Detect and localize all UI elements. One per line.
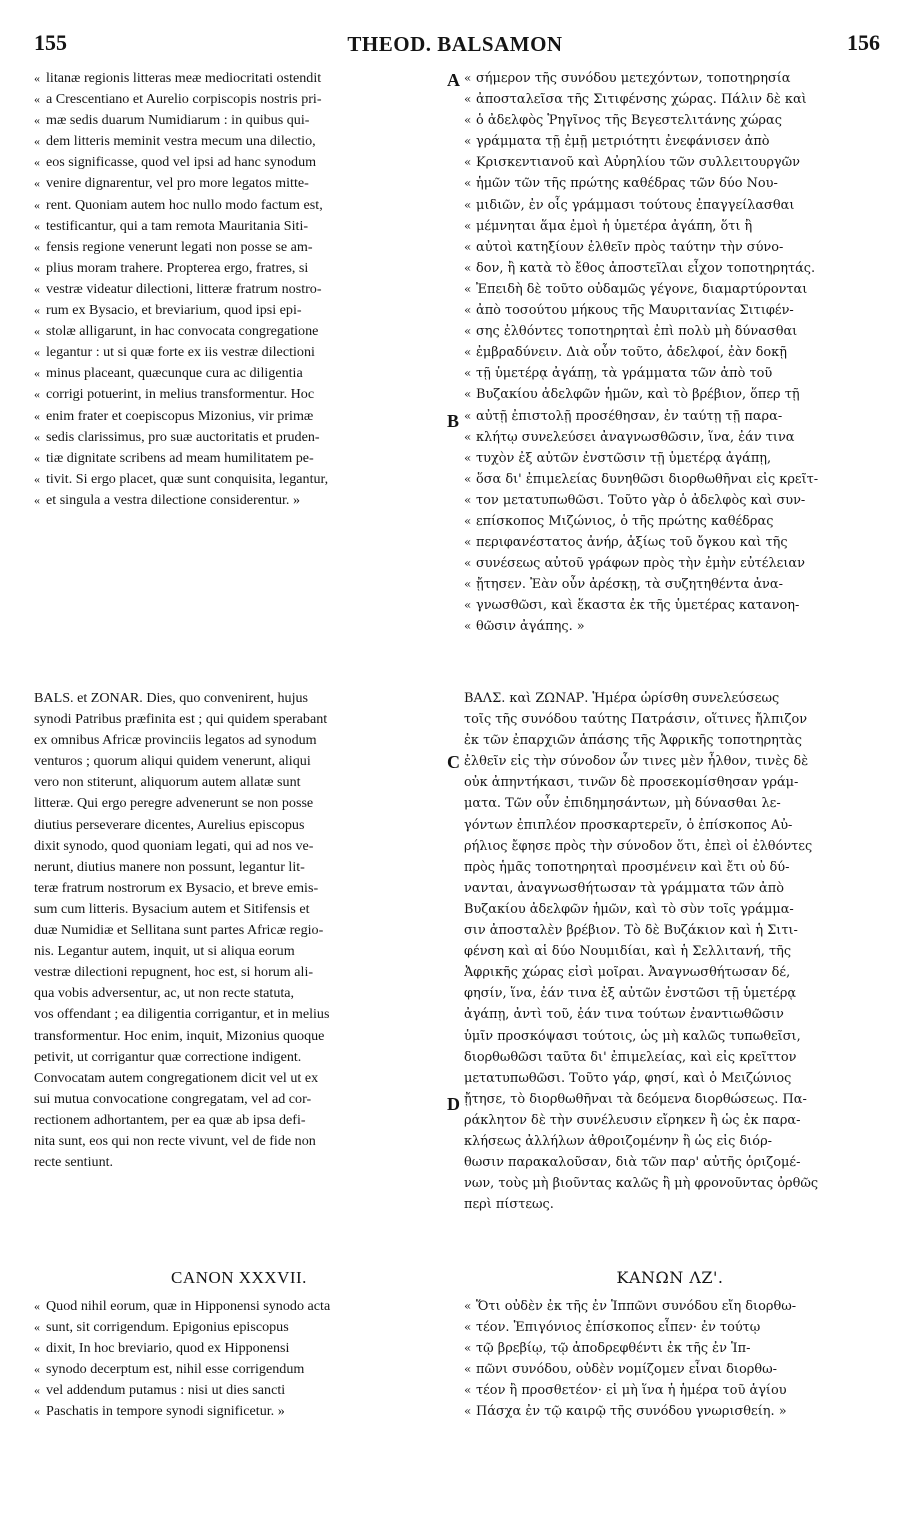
latin-commentary-block: [34, 688, 444, 1173]
running-header: [30, 30, 880, 58]
text-line: « et singula a vestra dilectione considerentur. »: [34, 490, 444, 511]
text-line: ματα. Τῶν οὖν ἐπιδημησάντων, μὴ δύνασθαι λε-: [464, 796, 781, 812]
text-line: « Βυζακίου ἀδελφῶν ἡμῶν, καὶ τὸ βρέβιον, ὅπερ τῇ: [464, 384, 876, 405]
margin-marker-c: C: [447, 752, 460, 772]
text-line: θωσιν παρακαλοῦσαν, διὰ τῶν παρ' αὐτῆς ὁριζομέ-: [464, 1155, 801, 1171]
text-line: « ἐμβραδύνειν. Διὰ οὖν τοῦτο, ἀδελφοί, ἐὰν δοκῇ: [464, 342, 876, 363]
page-number-left: 155: [34, 30, 67, 55]
text-line: « Κρισκεντιανοῦ καὶ Αὐρηλίου τῶν συλλειτουργῶν: [464, 152, 876, 173]
text-line: « stolæ alligarunt, in hac convocata congregatione: [34, 321, 444, 342]
margin-marker-b: B: [447, 411, 460, 431]
margin-marker-a: A: [447, 70, 460, 90]
text-line: « dem litteris meminit vestra mecum una dilectio,: [34, 131, 444, 152]
greek-text-block-1: [464, 68, 876, 638]
text-line: « Paschatis in tempore synodi significetur. »: [34, 1401, 444, 1422]
text-line: nita sunt, eos qui non recte vivunt, vel de fide non: [34, 1132, 316, 1149]
text-line: « σης ἐλθόντες τοποτηρηταὶ ἐπὶ πολὺ μὴ δύνασθαι: [464, 321, 876, 342]
text-line: « ὁ ἀδελφὸς Ῥηγῖνος τῆς Βεγεστελιτάνης χώρας: [464, 110, 876, 131]
text-line: ex omnibus Africæ provinciis legatos ad synodum: [34, 732, 317, 749]
text-line: ρήλιος ἔφησε πρὸς τὴν σύνοδον ὅτι, ἐπεὶ οἱ ἐλθόντες: [464, 838, 813, 854]
text-line: « eos significasse, quod vel ipsi ad hanc synodum: [34, 152, 444, 173]
text-line: sum cum litteris. Bysacium autem et Sitifensis et: [34, 900, 310, 917]
text-line: ἀγάπῃ, ἀντὶ τοῦ, ἐάν τινα τούτων ἐναντιωθῶσιν: [464, 1007, 784, 1023]
text-line: « vel addendum putamus : nisi ut dies sancti: [34, 1380, 444, 1401]
text-line: « tivit. Si ergo placet, quæ sunt conquisita, legantur,: [34, 469, 444, 490]
text-line: μετατυπωθῶσι. Τοῦτο γάρ, φησί, καὶ ὁ Μειζώνιος: [464, 1070, 792, 1086]
text-line: « Πάσχα ἐν τῷ καιρῷ τῆς συνόδου γνωρισθείη. »: [464, 1401, 876, 1422]
text-line: « γνωσθῶσι, καὶ ἕκαστα ἐκ τῆς ὑμετέρας κατανοη-: [464, 595, 876, 616]
text-line: dixit synodo, quod quoniam legati, qui ad nos ve-: [34, 837, 314, 854]
text-line: « σήμερον τῆς συνόδου μετεχόντων, τοποτηρησία: [464, 68, 876, 89]
text-line: rectionem adhortantem, per ea quæ ab ipsa defi-: [34, 1111, 306, 1128]
text-line: « περιφανέστατος ἀνήρ, ἀξίως τοῦ ὄγκου καὶ τῆς: [464, 532, 876, 553]
text-line: φησίν, ἵνα, ἐάν τινα ἐξ αὐτῶν ἐνστῶσι τῇ ὑμετέρᾳ: [464, 986, 797, 1002]
text-line: « μιδιῶν, ἐν οἷς γράμμασι τούτους ἐπαγγείλασθαι: [464, 195, 876, 216]
text-line: « ὅσα δι' ἐπιμελείας δυνηθῶσι διορθωθῆναι εἰς κρεῖτ-: [464, 469, 876, 490]
canon-text-greek: [464, 1296, 876, 1423]
text-line: « fensis regione venerunt legati non posse se am-: [34, 237, 444, 258]
text-line: φένση καὶ αἱ δύο Νουμιδίαι, καὶ ἡ Σελλιτανή, τῆς: [464, 944, 792, 960]
text-line: τοῖς τῆς συνόδου ταύτης Πατράσιν, οἵτινες ἤλπιζον: [464, 712, 808, 728]
text-line: νων, τοὺς μὴ βιοῦντας καλῶς ἢ μὴ φρονοῦντας ὀρθῶς: [464, 1176, 819, 1192]
canon-title-greek: ΚΑΝΩΝ ΛΖ'.: [616, 1268, 724, 1287]
text-line: ὑμῖν προσκόψασι τούτοις, ὡς μὴ καλῶς τυπωθεῖσι,: [464, 1028, 801, 1044]
text-line: « venire dignarentur, vel pro more legatos mitte-: [34, 173, 444, 194]
greek-commentary-block: [464, 688, 876, 1215]
text-line: « a Crescentiano et Aurelio corpiscopis nostris pri-: [34, 89, 444, 110]
text-line: σιν ἀποσταλὲν βρέβιον. Τὸ δὲ Βυζάκιον καὶ ἡ Σιτι-: [464, 923, 798, 939]
text-line: « συνέσεως αὐτοῦ γράφων πρὸς τὴν ἐμὴν εὐτέλειαν: [464, 553, 876, 574]
text-line: petivit, ut corrigantur quæ correctione indigent.: [34, 1048, 302, 1065]
text-line: BALS. et ZONAR. Dies, quo convenirent, hujus: [34, 690, 309, 706]
text-line: « plius moram trahere. Propterea ergo, fratres, si: [34, 258, 444, 279]
text-line: « τυχὸν ἐξ αὐτῶν ἐνστῶσιν τῇ ὑμετέρᾳ ἀγάπῃ,: [464, 448, 876, 469]
page-number-right: 156: [847, 30, 880, 55]
text-line: « dixit, In hoc breviario, quod ex Hipponensi: [34, 1338, 444, 1359]
text-line: vestræ dilectioni repugnent, hoc est, si horum ali-: [34, 964, 314, 981]
text-line: « θῶσιν ἀγάπης. »: [464, 616, 876, 637]
text-line: « Ὅτι οὐδὲν ἐκ τῆς ἐν Ἱππῶνι συνόδου εἴη διορθω-: [464, 1296, 876, 1317]
text-line: qua vobis adversentur, ac, ut non recte statuta,: [34, 985, 295, 1002]
text-line: Ἀφρικῆς χώρας εἰσὶ μοῖραι. Ἀναγνωσθήτωσαν δέ,: [464, 965, 791, 981]
text-line: « δον, ἢ κατὰ τὸ ἔθος ἀποστεῖλαι εἶχον τοποτηρητάς.: [464, 258, 876, 279]
canon-text-latin: [34, 1296, 444, 1423]
text-line: « ἡμῶν τῶν τῆς πρώτης καθέδρας τῶν δύο Νου-: [464, 173, 876, 194]
text-line: « ἀποσταλεῖσα τῆς Σιτιφένσης χώρας. Πάλιν δὲ καὶ: [464, 89, 876, 110]
text-line: diutius perseverare dicentes, Aurelius episcopus: [34, 816, 305, 833]
text-line: Convocatam autem congregationem dicit vel ut ex: [34, 1069, 319, 1086]
text-line: « αὐτῇ ἐπιστολῇ προσέθησαν, ἐν ταύτῃ τῇ παρα-: [464, 406, 876, 427]
text-line: « γράμματα τῇ ἐμῇ μετριότητι ἐνεφάνισεν ἀπὸ: [464, 131, 876, 152]
text-line: « τον μετατυπωθῶσι. Τοῦτο γὰρ ὁ ἀδελφὸς καὶ συν-: [464, 490, 876, 511]
text-line: « τῷ βρεβίῳ, τῷ ἀποδρεφθέντι ἐκ τῆς ἐν Ἱπ-: [464, 1338, 876, 1359]
text-line: synodi Patribus præfinita est ; qui quidem sperabant: [34, 711, 328, 728]
text-line: venturos ; quorum aliqui quidem venerunt, aliqui: [34, 753, 311, 770]
text-line: litteræ. Qui ergo peregre advenerunt se non posse: [34, 795, 314, 812]
text-line: οὐκ ἀπηντήκασι, τινῶν δὲ προσεκομίσθησαν γράμ-: [464, 775, 799, 791]
text-line: ράκλητον δὲ τὴν συνέλευσιν εἴρηκεν ἢ ὡς ἐκ παρα-: [464, 1112, 801, 1128]
text-line: γόντων ἐπιπλέον προσκαρτερεῖν, ὁ ἐπίσκοπος Αὐ-: [464, 817, 793, 833]
text-line: « Ἐπειδὴ δὲ τοῦτο οὐδαμῶς γέγονε, διαμαρτύρονται: [464, 279, 876, 300]
text-line: « αὐτοὶ κατηξίουν ἐλθεῖν πρὸς ταύτην τὴν σύνο-: [464, 237, 876, 258]
text-line: « ᾔτησεν. Ἐὰν οὖν ἀρέσκῃ, τὰ συζητηθέντα ἀνα-: [464, 574, 876, 595]
text-line: « testificantur, qui a tam remota Mauritania Siti-: [34, 216, 444, 237]
text-line: vos offendant ; ea diligentia corrigantur, et in melius: [34, 1006, 330, 1023]
text-line: « τέον ἢ προσθετέον· εἰ μὴ ἵνα ἡ ἡμέρα τοῦ ἁγίου: [464, 1380, 876, 1401]
text-line: nerunt, diutius manere non possunt, legantur lit-: [34, 858, 305, 875]
text-line: teræ fratrum nostrorum ex Bysacio, et breve emis-: [34, 879, 319, 896]
text-line: « legantur : ut si quæ forte ex iis vestræ dilectioni: [34, 342, 444, 363]
text-line: « minus placeant, quæcunque cura ac diligentia: [34, 363, 444, 384]
text-line: νανται, ἀναγνωσθήτωσαν τὰ γράμματα τῶν ἀπὸ: [464, 880, 784, 896]
text-line: κλήσεως ἀλλήλων ἀθροιζομένην ἢ ὡς εἰς διόρ-: [464, 1133, 773, 1149]
text-line: sui mutua convocatione congregatam, vel ad cor-: [34, 1090, 312, 1107]
text-line: « ἀπὸ τοσούτου μήκους τῆς Μαυριτανίας Σιτιφέν-: [464, 300, 876, 321]
text-line: Βυζακίου ἀδελφῶν ἡμῶν, καὶ τὸ σὺν τοῖς γράμμα-: [464, 901, 794, 917]
text-line: « επίσκοπος Μιζώνιος, ὁ τῆς πρώτης καθέδρας: [464, 511, 876, 532]
canon-title-latin: CANON XXXVII.: [171, 1268, 307, 1287]
text-line: recte sentiunt.: [34, 1154, 114, 1171]
text-line: « Quod nihil eorum, quæ in Hipponensi synodo acta: [34, 1296, 444, 1317]
running-title: THEOD. BALSAMON: [347, 32, 563, 56]
margin-marker-d: D: [447, 1094, 460, 1114]
text-line: « tiæ dignitate scribens ad meam humilitatem pe-: [34, 448, 444, 469]
text-line: ἐλθεῖν εἰς τὴν σύνοδον ὧν τινες μὲν ἦλθον, τινὲς δὲ: [464, 754, 809, 770]
text-line: « sedis clarissimus, pro suæ auctoritatis et pruden-: [34, 427, 444, 448]
text-line: « synodo decerptum est, nihil esse corrigendum: [34, 1359, 444, 1380]
text-line: πρὸς ἡμᾶς τοποτηρηταὶ προσμένειν καὶ ἔτι οὐ δύ-: [464, 859, 790, 875]
text-line: « τῇ ὑμετέρᾳ ἀγάπῃ, τὰ γράμματα τῶν ἀπὸ τοῦ: [464, 363, 876, 384]
text-line: transformentur. Hoc enim, inquit, Mizonius quoque: [34, 1027, 325, 1044]
text-line: « μέμνηται ἅμα ἐμοὶ ἡ ὑμετέρα ἀγάπη, ὅτι ἢ: [464, 216, 876, 237]
text-line: ἐκ τῶν ἐπαρχιῶν ἁπάσης τῆς Ἀφρικῆς τοποτηρητὰς: [464, 733, 802, 749]
text-line: « corrigi potuerint, in melius transformentur. Hoc: [34, 384, 444, 405]
text-line: « rum ex Bysacio, et breviarium, quod ipsi epi-: [34, 300, 444, 321]
text-line: ΒΑΛΣ. καὶ ΖΩΝΑΡ. Ἡμέρα ὡρίσθη συνελεύσεως: [464, 691, 780, 706]
text-line: « rent. Quoniam autem hoc nullo modo factum est,: [34, 195, 444, 216]
text-line: « πῶνι συνόδου, οὐδὲν νομίζομεν εἶναι διορθω-: [464, 1359, 876, 1380]
text-line: περὶ πίστεως.: [464, 1197, 554, 1213]
text-line: « enim frater et coepiscopus Mizonius, vir primæ: [34, 406, 444, 427]
text-line: « mæ sedis duarum Numidiarum : in quibus qui-: [34, 110, 444, 131]
text-line: nis. Legantur autem, inquit, ut si aliqua eorum: [34, 943, 295, 960]
text-line: ᾔτησε, τὸ διορθωθῆναι τὰ δεόμενα διορθώσεως. Πα-: [464, 1091, 807, 1107]
text-line: « litanæ regionis litteras meæ mediocritati ostendit: [34, 68, 444, 89]
text-line: « vestræ videatur dilectioni, litteræ fratrum nostro-: [34, 279, 444, 300]
text-line: « κλήτῳ συνελεύσει ἀναγνωσθῶσιν, ἵνα, ἐάν τινα: [464, 427, 876, 448]
latin-text-block-1: [34, 68, 444, 511]
text-line: « τέον. Ἐπιγόνιος ἐπίσκοπος εἶπεν· ἐν τούτῳ: [464, 1317, 876, 1338]
text-line: « sunt, sit corrigendum. Epigonius episcopus: [34, 1317, 444, 1338]
text-line: vero non stiterunt, aliquorum autem allatæ sunt: [34, 774, 301, 791]
text-line: duæ Numidiæ et Sellitana sunt partes Africæ regio-: [34, 922, 324, 939]
text-line: διορθωθῶσι ταῦτα δι' ἐπιμελείας, καὶ εἰς κρεῖττον: [464, 1049, 797, 1065]
